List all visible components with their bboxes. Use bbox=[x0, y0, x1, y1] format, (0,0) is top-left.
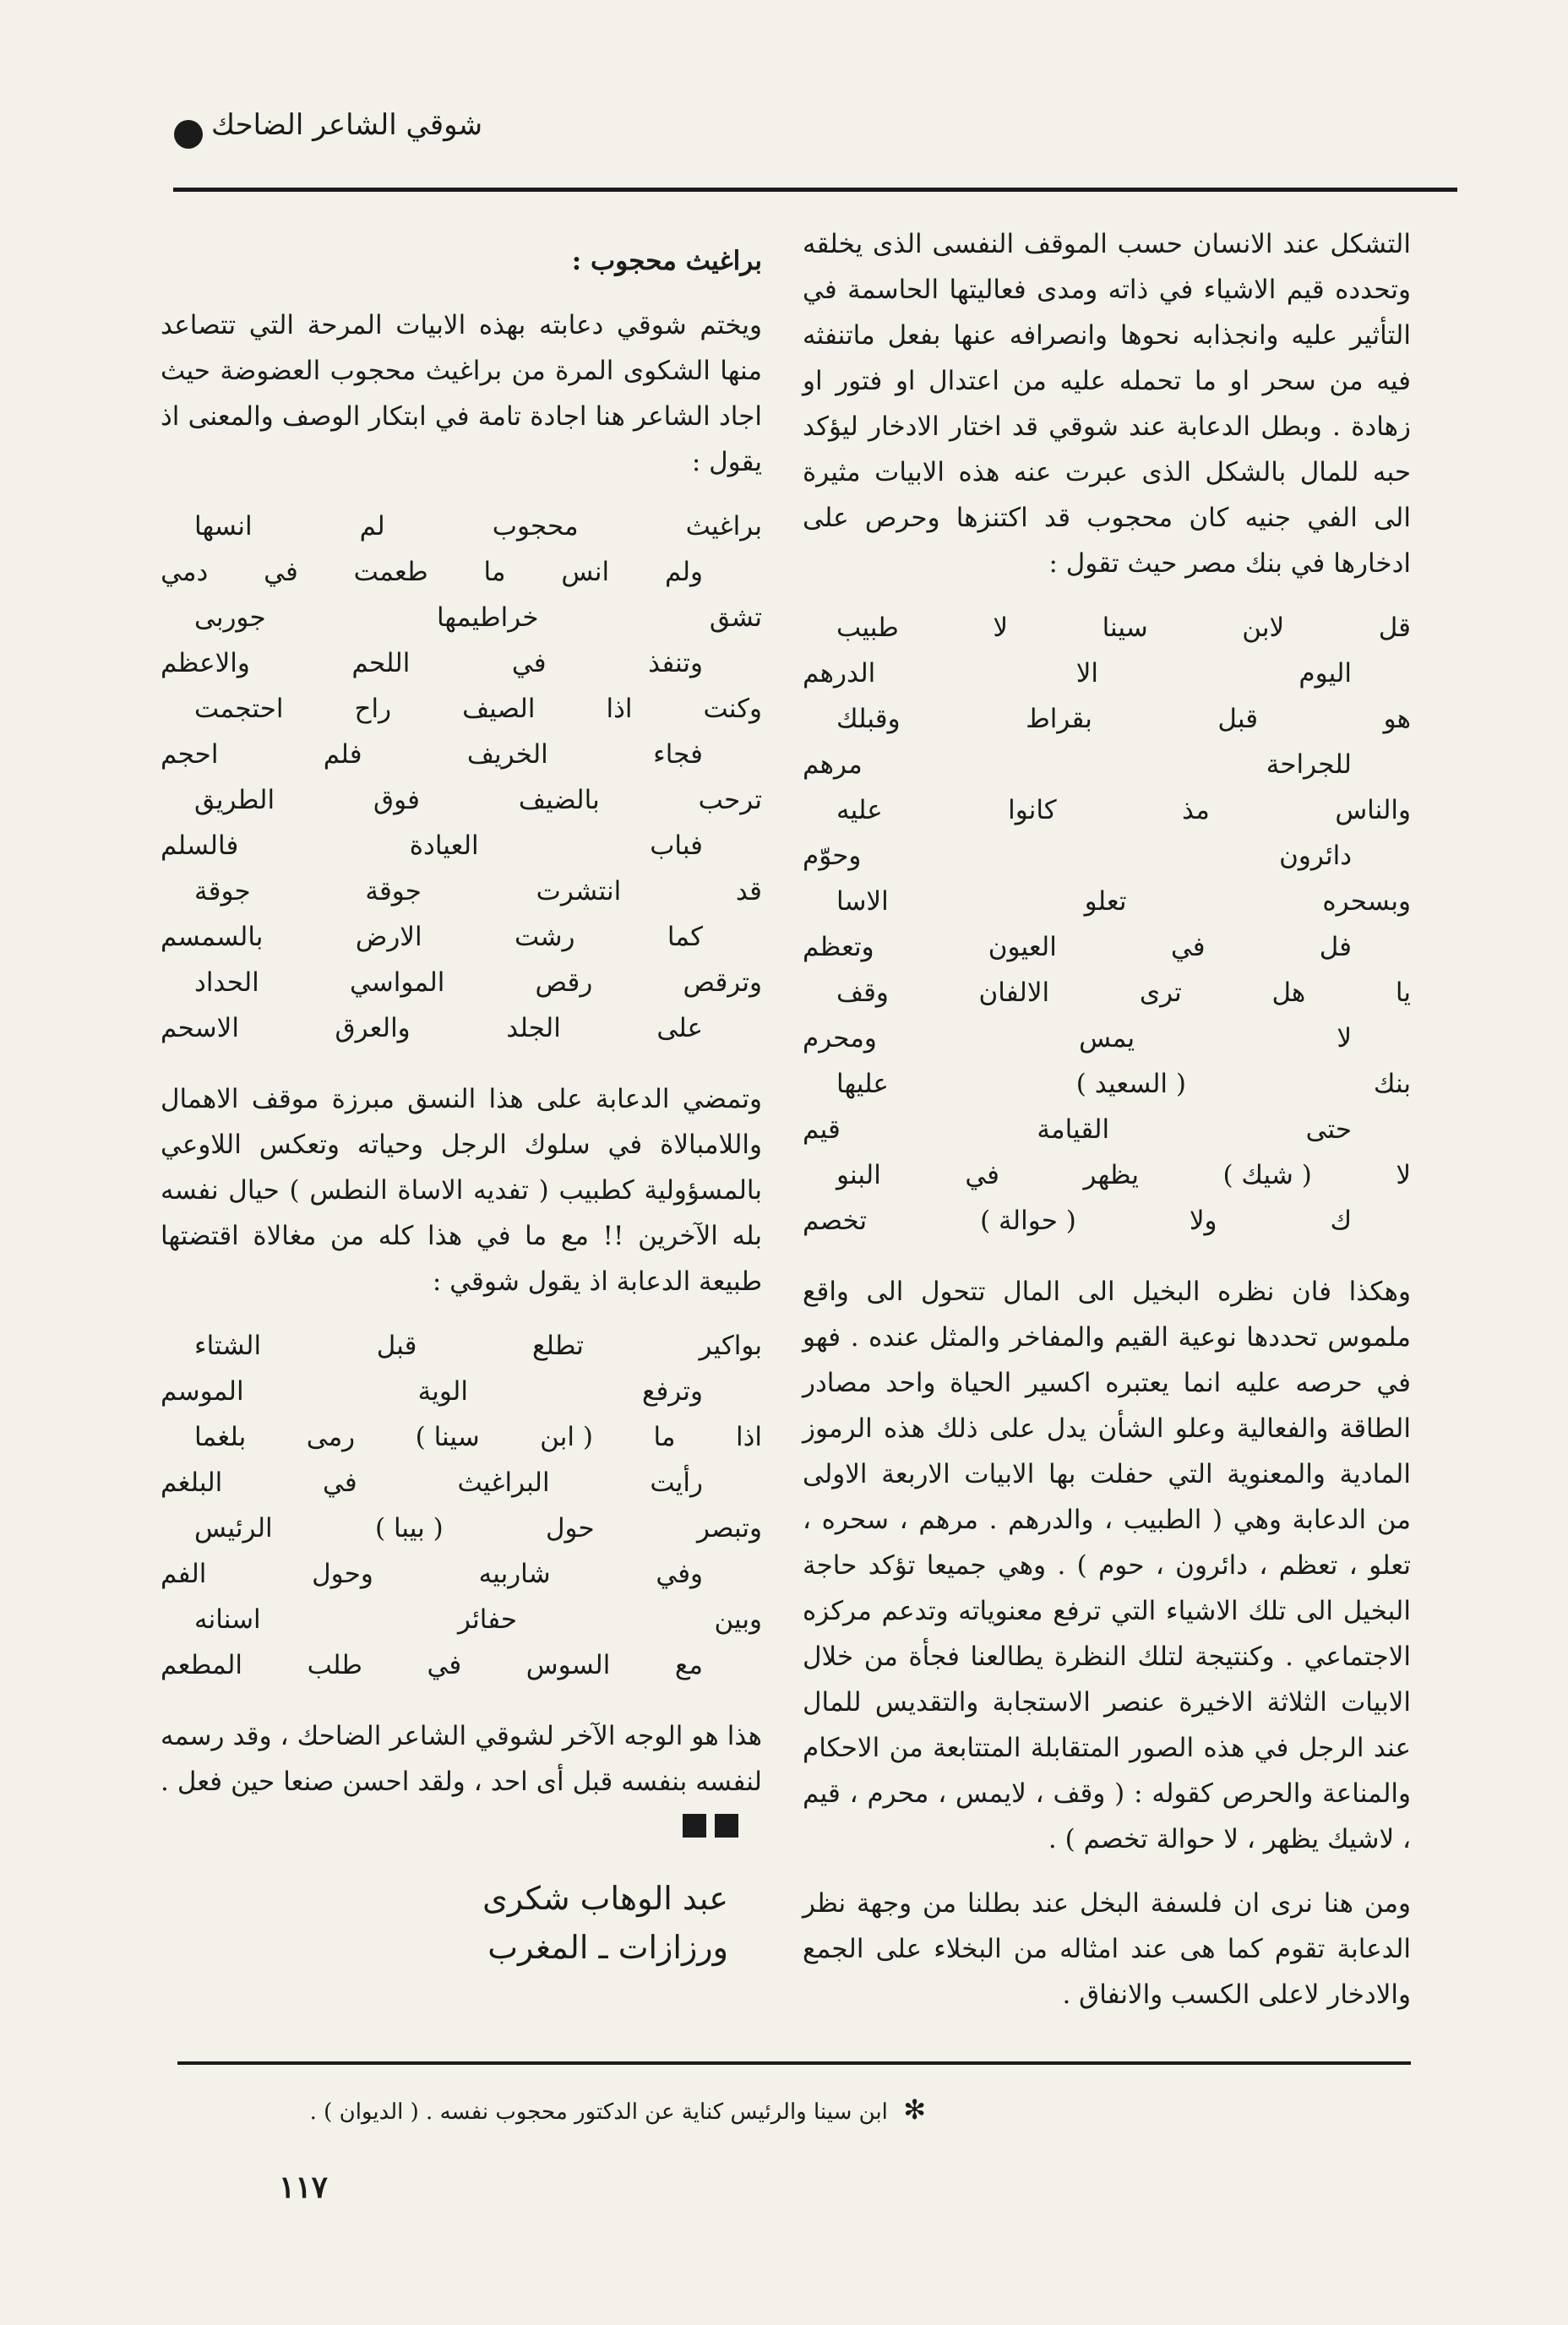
poem-word: في bbox=[511, 648, 547, 678]
poem-word: انتشرت bbox=[536, 876, 622, 907]
poem-word: في bbox=[1170, 932, 1206, 962]
poem-word: جوربى bbox=[194, 602, 266, 633]
poem-word: كما bbox=[667, 922, 703, 952]
author-signature bbox=[161, 1874, 762, 1972]
poem-word: الاسا bbox=[836, 886, 889, 917]
poem-word: وترقص bbox=[683, 967, 762, 998]
poem-word: يمس bbox=[1079, 1023, 1135, 1054]
poem-line bbox=[161, 1369, 762, 1414]
poem-line bbox=[161, 1642, 762, 1688]
poem-line bbox=[803, 1107, 1411, 1152]
poem-line bbox=[161, 823, 762, 868]
poem-word: ك bbox=[1330, 1206, 1352, 1236]
closing-paragraph-text: هذا هو الوجه الآخر لشوقي الشاعر الضاحك ، وقد رسمه لنفسه بنفسه قبل أى احد ، ولقد احسن صنعا حين فعل . bbox=[161, 1721, 762, 1797]
poem-word: الطريق bbox=[194, 785, 275, 815]
poem-line bbox=[161, 868, 762, 914]
poem-line bbox=[161, 1323, 762, 1369]
poem-word: الالفان bbox=[978, 977, 1050, 1008]
poem-word: ما bbox=[483, 557, 506, 587]
poem-line bbox=[803, 742, 1411, 787]
poem-word: الا bbox=[1075, 658, 1098, 689]
poem-word: لم bbox=[359, 511, 385, 542]
poem-word: في bbox=[323, 1467, 357, 1498]
poem-word: رأيت bbox=[650, 1467, 703, 1498]
poem-word: سينا ) bbox=[415, 1422, 480, 1452]
poem-line bbox=[803, 1198, 1411, 1244]
poem-word: مع bbox=[674, 1650, 703, 1680]
poem-word: احتجمت bbox=[194, 694, 284, 724]
poem-word: يا bbox=[1395, 977, 1411, 1008]
poem-word: عليه bbox=[836, 795, 883, 825]
poem-word: لا bbox=[1396, 1160, 1411, 1190]
poem-word: حول bbox=[546, 1513, 595, 1544]
poem-word: كانوا bbox=[1008, 795, 1057, 825]
author-name: عبد الوهاب شكرى bbox=[482, 1879, 728, 1917]
page-number: ١١٧ bbox=[279, 2170, 329, 2205]
poem-word: طلب bbox=[307, 1650, 362, 1680]
poem-word: عليها bbox=[836, 1069, 889, 1099]
poem-word: فلم bbox=[323, 739, 362, 770]
left-column bbox=[161, 238, 762, 1972]
poem-word: ( حوالة ) bbox=[980, 1206, 1076, 1236]
poem-word: وتعظم bbox=[803, 932, 874, 962]
poem-word: البلغم bbox=[161, 1467, 223, 1498]
poem-word: ولا bbox=[1189, 1206, 1217, 1236]
poem-word: مذ bbox=[1182, 795, 1210, 825]
poem-line bbox=[161, 1551, 762, 1597]
poem-word: ترحب bbox=[698, 785, 762, 815]
poem-word: بنك bbox=[1373, 1069, 1411, 1099]
poem-word: الخريف bbox=[466, 739, 548, 770]
poem-word: بقراط bbox=[1026, 704, 1092, 734]
poem-line bbox=[803, 879, 1411, 924]
poem-line bbox=[803, 970, 1411, 1015]
poem-word: فل bbox=[1319, 932, 1352, 962]
left-paragraph-3 bbox=[161, 1713, 762, 1852]
poem-word: حفائر bbox=[458, 1604, 518, 1635]
poem-word: طعمت bbox=[353, 557, 428, 587]
left-paragraph-1: ويختم شوقي دعابته بهذه الابيات المرحة التي تتصاعد منها الشكوى المرة من براغيث محجوب العضوضة حيث اجاد الشاعر هنا اجادة تامة في ابتكار الوصف والمعنى اذ يقول : bbox=[161, 310, 762, 477]
poem-word: مرهم bbox=[803, 749, 863, 780]
poem-line bbox=[161, 777, 762, 823]
poem-word: اليوم bbox=[1298, 658, 1352, 689]
poem-word: وترفع bbox=[641, 1376, 703, 1407]
poem-word: جوقة bbox=[365, 876, 422, 907]
poem-word: دمي bbox=[161, 557, 209, 587]
right-paragraph-2: وهكذا فان نظره البخيل الى المال تتحول الى واقع ملموس تحددها نوعية القيم والمفاخر والمثل عنده . فهو في حرصه عليه انما يعتبره اكسير الحياة واحد مصادر الطاقة والفعالية وعلو الشأن يدل على ذلك هذه الرموز المادية والمعنوية التي حفلت بها الابيات الاربعة الاولى من الدعابة وهي ( الطبيب ، والدرهم . مرهم ، سحره ، تعلو ، تعظم ، دائرون ، حوم ) . وهي جميعا تؤكد حاجة البخيل الى تلك الاشياء التي ترفع معنوياته وتدعم مركزه الاجتماعي . وكنتيجة لتلك النظرة يطالعنا فجأة من خلال الابيات الثلاثة الاخيرة عنصر الاستجابة والتقديس للمال عند الرجل في هذه الصور المتقابلة المتتابعة من الاحكام والمناعة والحرص كقوله : ( وقف ، لايمس ، محرم ، قيم ، لاشيك يظهر ، لا حوالة تخصم ) . bbox=[803, 1277, 1411, 1854]
poem-word: وقف bbox=[836, 977, 889, 1008]
poem-word: بواكير bbox=[699, 1331, 762, 1361]
poem-word: في bbox=[965, 1160, 999, 1190]
poem-word: الوية bbox=[417, 1376, 468, 1407]
poem-line bbox=[161, 1506, 762, 1551]
poem-word: قل bbox=[1378, 613, 1411, 643]
running-header-title: شوقي الشاعر الضاحك bbox=[211, 108, 483, 142]
poem-word: وكنت bbox=[703, 694, 762, 724]
poem-word: محجوب bbox=[492, 511, 579, 542]
poem-word: وتبصر bbox=[697, 1513, 762, 1544]
poem-line bbox=[161, 595, 762, 640]
poem-word: ولم bbox=[664, 557, 703, 587]
poem-line bbox=[161, 640, 762, 686]
poem-word: لا bbox=[993, 613, 1009, 643]
poem-word: بالسمسم bbox=[161, 922, 264, 952]
poem-word: رمى bbox=[306, 1422, 356, 1452]
poem-word: اذا bbox=[606, 694, 633, 724]
poem-word: المواسي bbox=[349, 967, 445, 998]
poem-word: رقص bbox=[535, 967, 593, 998]
poem-line bbox=[803, 924, 1411, 970]
poem-word: وحوّم bbox=[803, 841, 862, 871]
poem-line bbox=[803, 833, 1411, 879]
poem-word: الرئيس bbox=[194, 1513, 273, 1544]
poem-line bbox=[161, 549, 762, 595]
section-subheading: براغيث محجوب : bbox=[571, 246, 762, 276]
poem-word: الجلد bbox=[506, 1013, 561, 1043]
poem-word: الصيف bbox=[462, 694, 536, 724]
footnote-rule bbox=[177, 2061, 1411, 2065]
poem-word: والعرق bbox=[335, 1013, 411, 1043]
poem-word: شاربيه bbox=[478, 1559, 551, 1589]
poem-word: الحداد bbox=[194, 967, 259, 998]
poem-word: في bbox=[264, 557, 298, 587]
poem-word: وبسحره bbox=[1322, 886, 1411, 917]
poem-word: الارض bbox=[355, 922, 422, 952]
poem-word: انس bbox=[561, 557, 610, 587]
poem-fleas bbox=[161, 504, 762, 1051]
poem-word: العيادة bbox=[409, 830, 479, 861]
poem-word: لابن bbox=[1242, 613, 1285, 643]
poem-word: المطعم bbox=[161, 1650, 242, 1680]
poem-word: الموسم bbox=[161, 1376, 244, 1407]
poem-word: للجراحة bbox=[1266, 749, 1352, 780]
poem-word: والناس bbox=[1335, 795, 1411, 825]
footnote bbox=[310, 2094, 926, 2126]
poem-line bbox=[803, 651, 1411, 696]
poem-line bbox=[161, 732, 762, 777]
poem-word: سينا bbox=[1102, 613, 1148, 643]
poem-word: اسنانه bbox=[194, 1604, 261, 1635]
right-intro-paragraph: التشكل عند الانسان حسب الموقف النفسى الذى يخلقه وتحدده قيم الاشياء في ذاته ومدى فعاليتها الحاسمة في التأثير عليه وانجذابه نحوها وانصرافه عنها بفعل ماتنفثه فيه من سحر او ما تحمله عليه من اعتدال او فتور او زهادة . وبطل الدعابة عند شوقي قد اختار الادخار ليؤكد حبه للمال بالشكل الذى عبرت عنه هذه الابيات مثيرة الى الفي جنيه كان محجوب قد اكتنزها وحرص على ادخارها في بنك مصر حيث تقول : bbox=[803, 229, 1411, 579]
poem-word: السوس bbox=[525, 1650, 611, 1680]
poem-line bbox=[161, 960, 762, 1005]
poem-word: وبين bbox=[714, 1604, 762, 1635]
poem-line bbox=[161, 1414, 762, 1460]
poem-word: راح bbox=[354, 694, 392, 724]
poem-word: فجاء bbox=[653, 739, 703, 770]
poem-word: البنو bbox=[836, 1160, 881, 1190]
poem-line bbox=[161, 1460, 762, 1506]
poem-word: بلغما bbox=[194, 1422, 247, 1452]
poem-word: وفي bbox=[656, 1559, 703, 1589]
poem-word: ما bbox=[653, 1422, 676, 1452]
poem-money bbox=[803, 605, 1411, 1244]
poem-line bbox=[161, 1597, 762, 1642]
poem-word: قد bbox=[735, 876, 762, 907]
author-location: ورزازات ـ المغرب bbox=[487, 1928, 728, 1966]
header-bullet-icon bbox=[174, 120, 203, 149]
poem-word: رشت bbox=[514, 922, 575, 952]
poem-word: لا bbox=[1337, 1023, 1352, 1054]
poem-word: الشتاء bbox=[194, 1331, 262, 1361]
poem-word: تطلع bbox=[532, 1331, 584, 1361]
poem-line bbox=[803, 787, 1411, 833]
poem-word: البراغيث bbox=[457, 1467, 550, 1498]
poem-word: العيون bbox=[988, 932, 1057, 962]
poem-line bbox=[161, 504, 762, 549]
poem-word: خراطيمها bbox=[436, 602, 539, 633]
poem-word: اللحم bbox=[351, 648, 411, 678]
poem-word: وقبلك bbox=[836, 704, 901, 734]
poem-word: القيامة bbox=[1037, 1114, 1110, 1145]
poem-word: حتى bbox=[1305, 1114, 1352, 1145]
poem-line bbox=[803, 605, 1411, 651]
poem-word: هو bbox=[1383, 704, 1411, 734]
poem-word: الدرهم bbox=[803, 658, 876, 689]
poem-line bbox=[803, 1152, 1411, 1198]
poem-line bbox=[803, 1061, 1411, 1107]
poem-word: تشق bbox=[709, 602, 762, 633]
poem-word: قبل bbox=[1217, 704, 1259, 734]
poem-line bbox=[161, 686, 762, 732]
poem-word: تعلو bbox=[1084, 886, 1127, 917]
poem-word: فباب bbox=[650, 830, 703, 861]
poem-early-fleas bbox=[161, 1323, 762, 1688]
poem-word: احجم bbox=[161, 739, 219, 770]
poem-word: يظهر bbox=[1083, 1160, 1139, 1190]
poem-word: ( شيك ) bbox=[1222, 1160, 1312, 1190]
right-column bbox=[803, 221, 1411, 2036]
poem-word: تخصم bbox=[803, 1206, 868, 1236]
end-of-article-marks-icon bbox=[674, 1806, 738, 1852]
asterisk-icon: ✻ bbox=[903, 2094, 926, 2126]
footnote-text: ابن سينا والرئيس كناية عن الدكتور محجوب نفسه . ( الديوان ) . bbox=[309, 2099, 888, 2125]
poem-word: قبل bbox=[376, 1331, 417, 1361]
poem-word: على bbox=[656, 1013, 703, 1043]
poem-word: ومحرم bbox=[803, 1023, 877, 1054]
poem-word: ( ابن bbox=[540, 1422, 593, 1452]
poem-word: ترى bbox=[1139, 977, 1182, 1008]
poem-word: الاسحم bbox=[161, 1013, 239, 1043]
poem-word: انسها bbox=[194, 511, 253, 542]
poem-word: وتنفذ bbox=[648, 648, 703, 678]
poem-word: طبيب bbox=[836, 613, 899, 643]
poem-word: الفم bbox=[161, 1559, 207, 1589]
poem-word: ( بيبا ) bbox=[375, 1513, 444, 1544]
header-rule bbox=[173, 188, 1457, 192]
poem-line bbox=[161, 914, 762, 960]
poem-line bbox=[803, 696, 1411, 742]
poem-line bbox=[803, 1015, 1411, 1061]
poem-word: في bbox=[427, 1650, 462, 1680]
poem-word: فوق bbox=[373, 785, 420, 815]
poem-word: قيم bbox=[803, 1114, 841, 1145]
poem-word: جوقة bbox=[194, 876, 251, 907]
poem-word: بالضيف bbox=[518, 785, 600, 815]
poem-word: ( السعيد ) bbox=[1075, 1069, 1186, 1099]
poem-line bbox=[161, 1005, 762, 1051]
left-paragraph-2: وتمضي الدعابة على هذا النسق مبرزة موقف الاهمال واللامبالاة في سلوك الرجل وحياته وتعكس اللاوعي بالمسؤولية كطبيب ( تفديه الاساة النطس ) حيال نفسه بله الآخرين !! مع ما في هذا كله من مغالاة اقتضتها طبيعة الدعابة اذ يقول شوقي : bbox=[161, 1084, 762, 1297]
right-paragraph-3: ومن هنا نرى ان فلسفة البخل عند بطلنا من وجهة نظر الدعابة تقوم كما هى عند امثاله من البخلاء على الجمع والادخار لاعلى الكسب والانفاق . bbox=[803, 1888, 1411, 2010]
poem-word: والاعظم bbox=[161, 648, 250, 678]
poem-word: براغيث bbox=[685, 511, 762, 542]
poem-word: هل bbox=[1271, 977, 1306, 1008]
poem-word: فالسلم bbox=[161, 830, 239, 861]
poem-word: وحول bbox=[312, 1559, 373, 1589]
poem-word: دائرون bbox=[1279, 841, 1352, 871]
poem-word: اذا bbox=[735, 1422, 762, 1452]
